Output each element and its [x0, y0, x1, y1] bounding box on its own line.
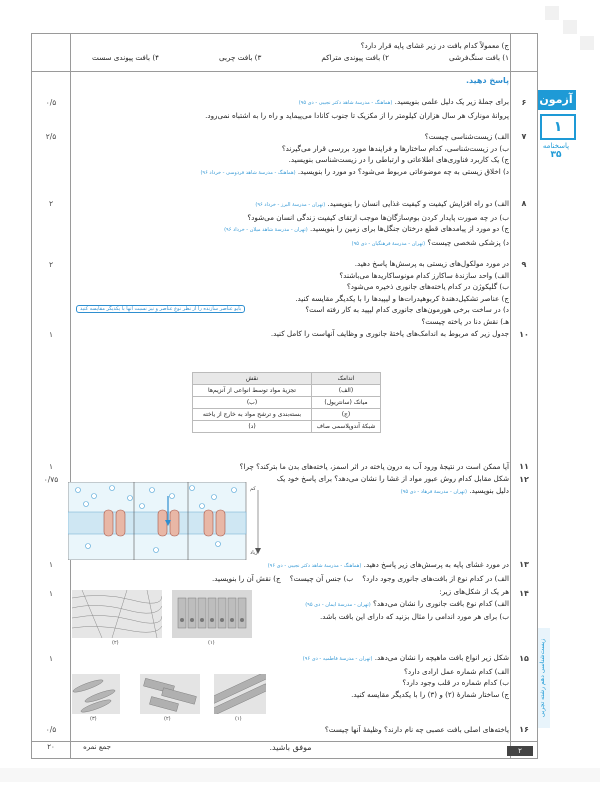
question-12: شکل مقابل کدام روش عبور مواد از غشا را نشان می‌دهد؟ برای پاسخ خود یک دلیل بنویسید. (تهران - مدرسهٔ فرهاد - دی ۹۵): [276, 474, 509, 495]
question-score: ۲: [48, 199, 54, 208]
question-number: ۱۰: [519, 330, 529, 339]
question-number: ۱۴: [519, 589, 529, 598]
source-ref: (هماهنگ - مدرسهٔ شاهد دکتر نجیبی - دی ۹۵): [298, 100, 393, 106]
question-number: ۱۳: [519, 560, 529, 569]
question-10: جدول زیر که مربوط به اندامک‌های یاختهٔ جانوری و وظایف آنهاست را کامل کنید.: [270, 329, 509, 338]
question-number: ۱۶: [519, 725, 529, 734]
table-row: میانک (سانتریول) (ب): [193, 397, 381, 409]
decor-square: [545, 6, 559, 20]
question-7: الف) زیست‌شناسی چیست؟ ب) در زیست‌شناسی، کدام ساختارها و فرایندها مورد بررسی قرار می‌گیرند؟ ج) یک کاربرد فناوری‌های اطلاعاتی و ارتباطی را در زیست‌شناسی بنویسید. د) اخلاق زیستی به چه موضوعاتی مربوط می‌شود؟ دو مورد را بنویسید. (هماهنگ - مدرسهٔ شاهد فردوسی - خرداد ۹۶): [200, 132, 509, 176]
exam-side-tab: [536, 90, 576, 180]
total-score: ۲۰: [47, 743, 55, 751]
source-ref: (تهران - مدرسهٔ فرهاد - دی ۹۵): [400, 488, 467, 495]
question-number: ۱۵: [519, 654, 529, 663]
question-score: ۰/۵: [45, 98, 57, 107]
number-column: [510, 34, 537, 758]
option-2: ۲) بافت پیوندی متراکم: [321, 52, 390, 62]
question-11: آیا ممکن است در نتیجهٔ ورود آب به درون یاخته در اثر اسمز، یاخته‌های بدن ما بترکند؟ چرا؟: [239, 462, 509, 471]
section-title: پاسخ دهید.: [465, 76, 509, 85]
transport-protein-icon: [104, 510, 225, 536]
question-score: ۱: [48, 462, 54, 471]
divider: [32, 741, 537, 742]
question-16: یاخته‌های اصلی بافت عصبی چه نام دارند؟ وظیفهٔ آنها چیست؟: [324, 725, 509, 734]
cardiac-muscle-figure: [140, 674, 200, 714]
source-ref: (تهران - مدرسهٔ ایمان - دی ۹۵): [305, 601, 371, 608]
smooth-muscle-figure: [72, 674, 120, 714]
question-number: ۹: [521, 260, 527, 269]
figure-label: (۳): [90, 716, 97, 722]
table-header: نقش: [193, 373, 312, 385]
question-number: ۱۲: [519, 475, 529, 484]
source-ref: (تهران - مدرسهٔ فاطمیه - دی ۹۶): [302, 656, 373, 662]
table-row: شبکهٔ آندوپلاسمی صاف (د): [193, 421, 381, 433]
source-ref: (هماهنگ - مدرسهٔ شاهد دکتر نجیبی - دی ۹۶): [267, 563, 362, 569]
source-ref: (هماهنگ - مدرسهٔ شاهد فردوسی - خرداد ۹۶): [200, 169, 296, 176]
page-number: ۲: [507, 746, 533, 756]
exam-number: ۱: [540, 114, 576, 140]
prev-question: ج) معمولاً کدام بافت در زیر غشای پایه قرار دارد؟ ۱) بافت سنگ‌فرشی ۲) بافت پیوندی متراکم ۳) بافت چربی ۴) بافت پیوندی سست: [72, 40, 509, 63]
handwritten-note: بایو عناصر سازنده را از نظر نوع عناصر و نیز نسبت آنها با یکدیگر مقایسه کنید: [76, 305, 245, 313]
table-row: (ج) بسته‌بندی و ترشح مواد به خارج از یاخته: [193, 409, 381, 421]
loose-connective-tissue-figure: [72, 590, 162, 638]
organelle-table-wrap: [192, 372, 381, 433]
concentration-low-label: کم: [250, 486, 256, 492]
skeletal-muscle-figure: [214, 674, 266, 714]
question-score: ۱: [48, 589, 54, 598]
membrane-diagram: [68, 482, 278, 560]
question-number: ۷: [521, 132, 527, 141]
question-score: ۱: [48, 654, 54, 663]
source-ref: (تهران - مدرسهٔ البرز - خرداد ۹۶): [255, 202, 326, 208]
organelle-table: [192, 372, 381, 433]
exam-page: [31, 33, 538, 759]
question-13: در مورد غشای پایه به پرسش‌های زیر پاسخ دهید. (هماهنگ - مدرسهٔ شاهد دکتر نجیبی - دی ۹۶) الف) در کدام نوع از بافت‌های جانوری وجود دارد؟ ب) جنس آن چیست؟ ج) نقش آن را بنویسید.: [211, 560, 509, 583]
exam-label: آزمون: [536, 90, 576, 110]
good-luck-text: موفق باشید.: [269, 743, 312, 752]
question-number: ۱۱: [519, 462, 529, 471]
source-ref: (تهران - مدرسهٔ فرهنگیان - دی ۹۵): [351, 240, 426, 247]
score-column: [32, 34, 71, 758]
answer-key-ref: پاسخنامه ۳۵: [542, 142, 570, 160]
source-ref: (تهران - مدرسهٔ شاهد میلان - خرداد ۹۶): [224, 227, 308, 233]
question-score: ۰/۵: [45, 725, 57, 734]
options-row: [72, 52, 509, 64]
decor-square: [0, 768, 600, 782]
decor-square: [580, 36, 594, 50]
option-4: ۴) بافت پیوندی سست: [92, 52, 160, 62]
question-score: ۰/۷۵: [43, 475, 59, 484]
question-number: ۶: [521, 98, 527, 107]
question-score: ۲/۵: [45, 132, 57, 141]
table-header: اندامک: [312, 373, 381, 385]
question-score: ۲: [48, 260, 54, 269]
option-1: ۱) بافت سنگ‌فرشی: [449, 52, 509, 62]
epithelial-tissue-figure: [172, 590, 252, 638]
figure-label: (۱): [208, 640, 215, 646]
question-score: ۱: [48, 560, 54, 569]
question-score: ۱: [48, 330, 54, 339]
table-row: (الف) تجزیهٔ مواد توسط انواعی از آنزیم‌ها: [193, 385, 381, 397]
figure-label: (۲): [112, 640, 119, 646]
total-label: جمع نمره: [83, 743, 111, 751]
question-6: برای جملهٔ زیر یک دلیل علمی بنویسید. (هماهنگ - مدرسهٔ شاهد دکتر نجیبی - دی ۹۵) پروانهٔ مونارک هر سال هزاران کیلومتر را از مکزیک تا جنوب کانادا می‌پیماید و راه را به اشتباه نمی‌رود.: [205, 97, 509, 120]
question-15: شکل زیر انواع بافت ماهیچه را نشان می‌دهد. (تهران - مدرسهٔ فاطمیه - دی ۹۶) الف) کدام شماره عمل ارادی دارد؟ ب) کدام شماره در قلب وجود دارد؟ ج) ساختار شمارهٔ (۲) و (۳) را با یکدیگر مقایسه کنید.: [302, 653, 509, 699]
concentration-high-label: زیاد: [250, 550, 258, 556]
decor-square: [563, 20, 577, 34]
question-14: هر یک از شکل‌های زیر: الف) کدام نوع بافت جانوری را نشان می‌دهد؟ (تهران - مدرسهٔ ایمان - دی ۹۵) ب) برای هر مورد اندامی را مثال بزنید که دارای این بافت باشد.: [305, 587, 509, 621]
option-3: ۳) بافت چربی: [219, 52, 262, 62]
figure-label: (۲): [164, 716, 171, 722]
subject-side-strip: زیست‌شناسی دهم رشته تجربی: [536, 628, 550, 728]
divider: [32, 71, 537, 72]
question-8: الف) دو راه افزایش کیفیت و کیفیت غذایی انسان را بنویسید. (تهران - مدرسهٔ البرز - خرداد ۹۶) ب) در چه صورت پایدار کردن بوم‌سازگان‌ها موجب ارتقای کیفیت زندگی انسان می‌شود؟ ج) دو مورد از پیامدهای قطع درختان جنگل‌ها برای زمین را بنویسید. (تهران - مدرسهٔ شاهد میلان - خرداد ۹۶) د) پزشکی شخصی چیست؟ (تهران - مدرسهٔ فرهنگیان - دی ۹۵): [224, 199, 509, 247]
question-9: در مورد مولکول‌های زیستی به پرسش‌ها پاسخ دهید. الف) واحد سازندهٔ ساکارز کدام مونوساکاریدها می‌باشند؟ ب) گلیکوژن در کدام یاخته‌های جانوری ذخیره می‌شود؟ ج) عناصر تشکیل‌دهندهٔ کربوهیدرات‌ها و لیپیدها را با یکدیگر مقایسه کنید. د) در ساخت برخی هورمون‌های جانوری کدام لیپید به کار رفته است؟ هـ) نقش دنا در یاخته چیست؟: [295, 259, 509, 326]
question-number: ۸: [521, 199, 527, 208]
figure-label: (۱): [235, 716, 242, 722]
